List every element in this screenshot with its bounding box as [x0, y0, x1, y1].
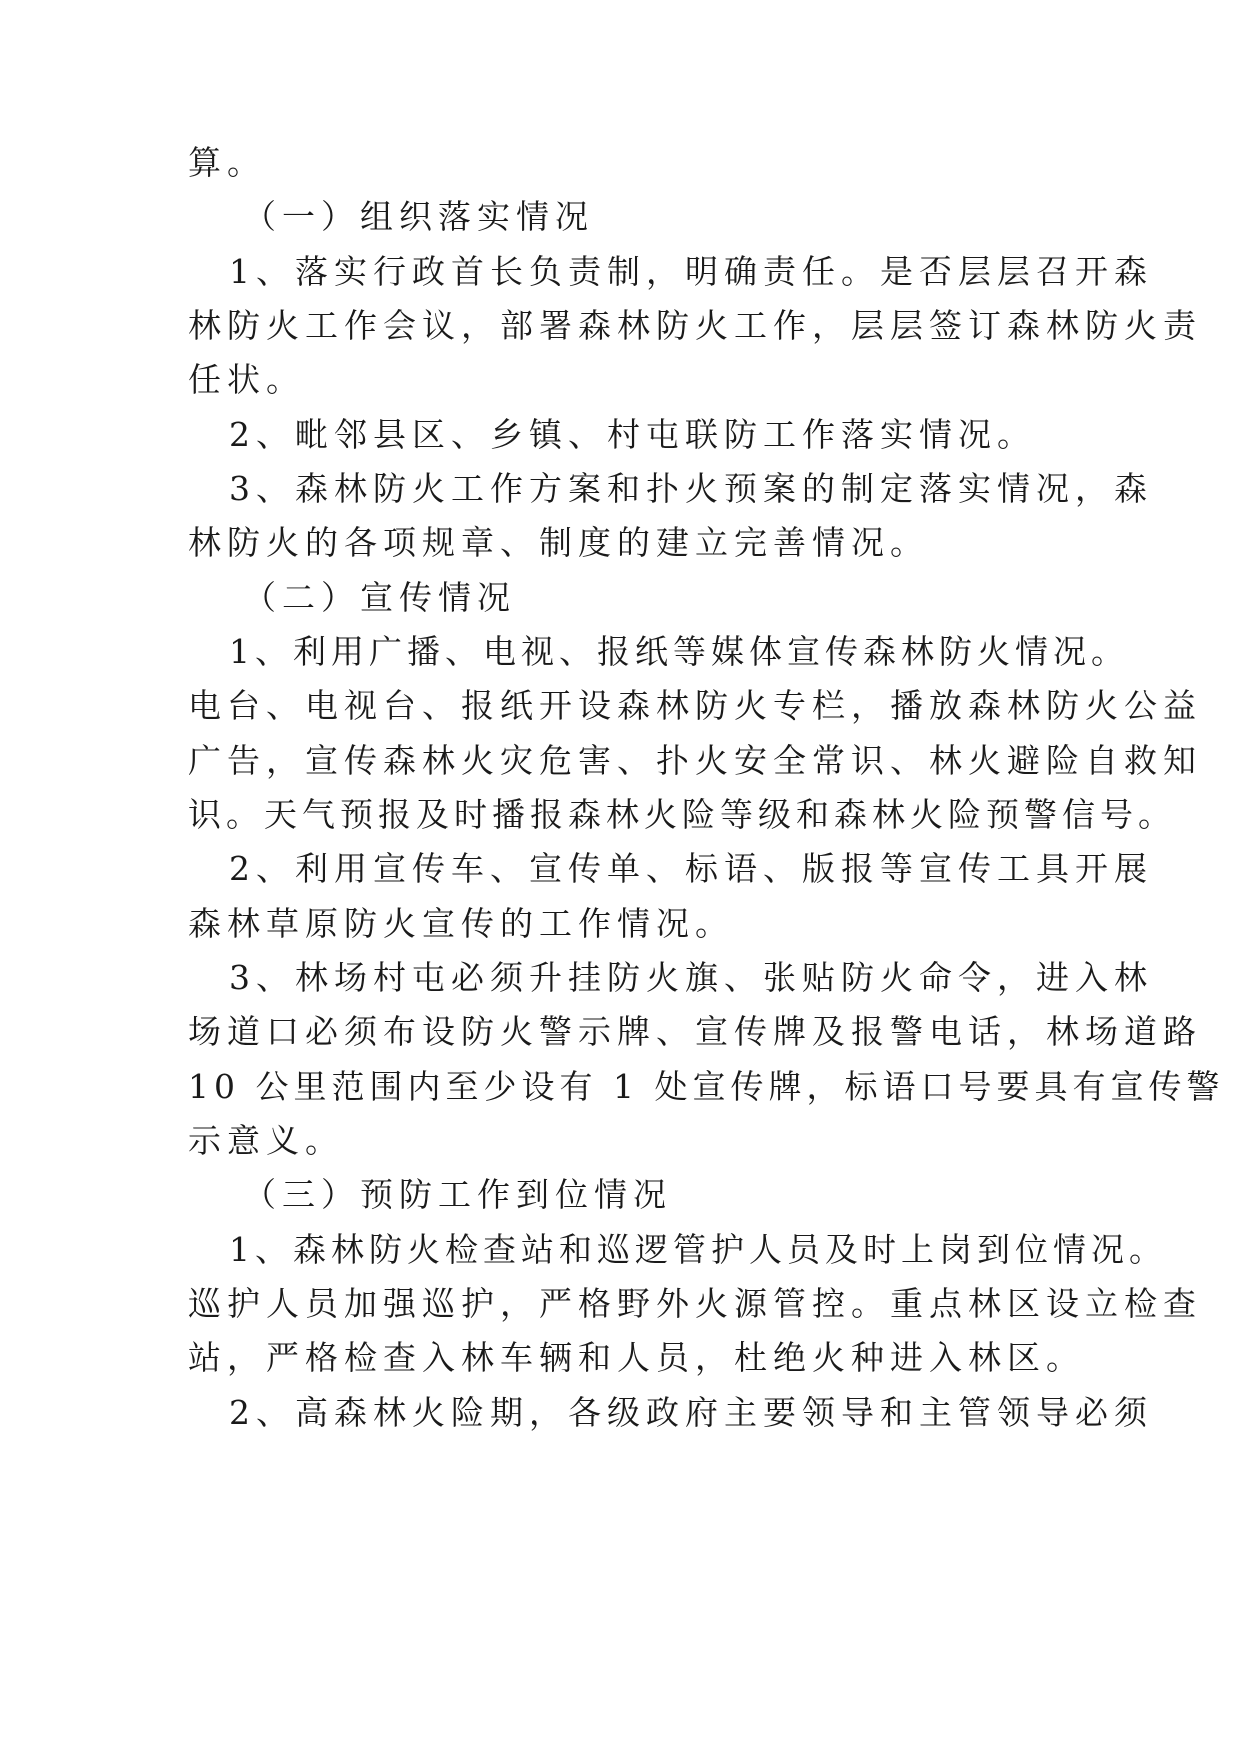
section-heading: （二）宣传情况 [243, 578, 516, 617]
section-heading: （三）预防工作到位情况 [243, 1175, 672, 1214]
text-line: 电台、电视台、报纸开设森林防火专栏，播放森林防火公益 [188, 686, 1202, 725]
text-line: 任状。 [188, 360, 305, 399]
text-line: 1、森林防火检查站和巡逻管护人员及时上岗到位情况。 [229, 1230, 1167, 1269]
text-line: 2、利用宣传车、宣传单、标语、版报等宣传工具开展 [229, 849, 1153, 888]
text-line: 示意义。 [188, 1121, 344, 1160]
text-line: 3、林场村屯必须升挂防火旗、张贴防火命令，进入林 [229, 958, 1153, 997]
text-line: 2、高森林火险期，各级政府主要领导和主管领导必须 [229, 1393, 1153, 1432]
text-line: 场道口必须布设防火警示牌、宣传牌及报警电话，林场道路 [188, 1012, 1202, 1051]
text-line: 广告，宣传森林火灾危害、扑火安全常识、林火避险自救知 [188, 741, 1202, 780]
text-line: 10 公里范围内至少设有 1 处宣传牌，标语口号要具有宣传警 [188, 1067, 1225, 1106]
text-line: 林防火的各项规章、制度的建立完善情况。 [188, 523, 929, 562]
text-line: 识。天气预报及时播报森林火险等级和森林火险预警信号。 [188, 795, 1176, 834]
text-line: 巡护人员加强巡护，严格野外火源管控。重点林区设立检查 [188, 1284, 1202, 1323]
text-line: 算。 [188, 143, 266, 182]
text-line: 林防火工作会议，部署森林防火工作，层层签订森林防火责 [188, 306, 1202, 345]
section-heading: （一）组织落实情况 [243, 197, 594, 236]
text-line: 森林草原防火宣传的工作情况。 [188, 904, 734, 943]
text-line: 1、落实行政首长负责制，明确责任。是否层层召开森 [229, 252, 1153, 291]
text-line: 3、森林防火工作方案和扑火预案的制定落实情况，森 [229, 469, 1153, 508]
text-line: 站，严格检查入林车辆和人员，杜绝火种进入林区。 [188, 1338, 1085, 1377]
text-line: 2、毗邻县区、乡镇、村屯联防工作落实情况。 [229, 415, 1036, 454]
text-line: 1、利用广播、电视、报纸等媒体宣传森林防火情况。 [229, 632, 1129, 671]
